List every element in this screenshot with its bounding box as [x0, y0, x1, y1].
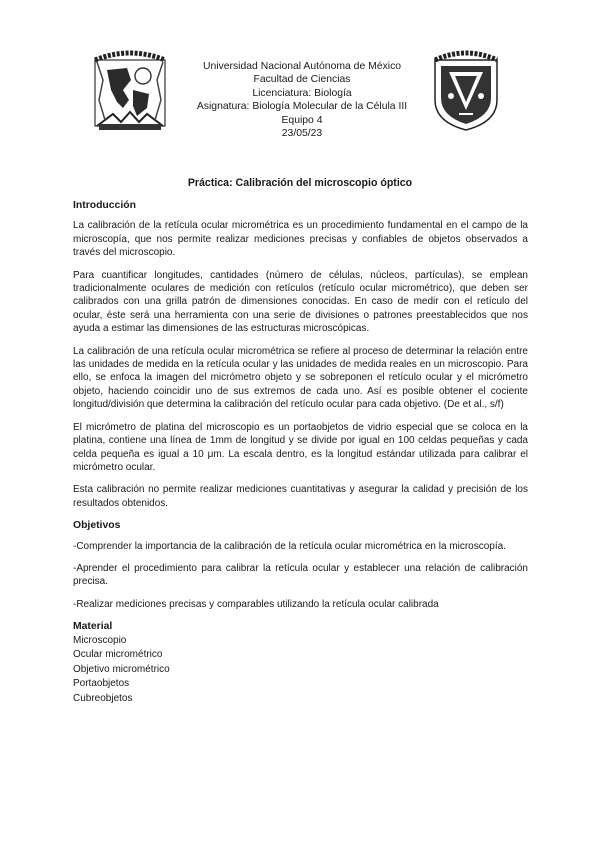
- paragraph: Esta calibración no permite realizar mediciones cuantitativas y asegurar la calidad y precisión de los resultados obtenidos.: [73, 484, 528, 509]
- material-item: Cubreobjetos: [73, 692, 133, 704]
- objective-item: -Aprender el procedimiento para calibrar la retícula ocular y establecer una relación de calibración precisa.: [73, 562, 528, 588]
- university-name: Universidad Nacional Autónoma de México: [202, 61, 402, 72]
- document-title: Práctica: Calibración del microscopio óptico: [187, 177, 413, 189]
- faculty-seal-icon: [429, 48, 503, 132]
- paragraph: La calibración de una retícula ocular micrométrica se refiere al proceso de determinar la relación entre las unidades de medida en la retícula ocular y las unidades de medida reales en un microscopio. Para ello, se enfoca la imagen del micrómetro objeto y se sobreponen el retículo ocular y el micrómetro objeto, haciendo coincidir uno de sus extremos de cada uno. Así es posible obtener el cociente longitud/división que determina la calibración del retículo ocular para cada objetivo. (De et al., s/f): [73, 345, 528, 411]
- introduction-heading: Introducción: [73, 200, 136, 211]
- course-name: Asignatura: Biología Molecular de la Célula III: [196, 101, 408, 113]
- material-heading: Material: [73, 621, 113, 633]
- document-body: [73, 199, 528, 707]
- unam-seal-icon: [93, 50, 167, 134]
- material-item: Portaobjetos: [73, 678, 130, 690]
- team-name: Equipo 4: [281, 114, 323, 126]
- paragraph: Para cuantificar longitudes, cantidades (número de células, núcleos, partículas), se emplean tradicionalmente oculares de medición con retículos (retículo ocular micrométrico), que deben ser calibrados con una grilla patrón de dimensiones conocidas. En caso de medir con el retículo del ocular, éste será una herramienta con una serie de divisiones o patrones preestablecidos que nos ayuda a estimar las dimensiones de las estructuras microscópicas.: [73, 269, 528, 335]
- objectives-heading: Objetivos: [73, 520, 121, 532]
- document-date: 23/05/23: [281, 128, 323, 140]
- document-header: [170, 60, 434, 140]
- material-item: Microscopio: [73, 634, 127, 646]
- paragraph: El micrómetro de platina del microscopio es un portaobjetos de vidrio especial que se coloca en la platina, contiene una línea de 1mm de longitud y se divide por igual en 100 celdas pequeñas y cada celda pequeña es igual a 10 μm. La escala dentro, es la longitud estándar utilizada para calibrar el micrómetro ocular.: [73, 421, 528, 473]
- objective-item: -Comprender la importancia de la calibración de la retícula ocular micrométrica en la microscopía.: [73, 540, 506, 552]
- objective-item: -Realizar mediciones precisas y comparables utilizando la retícula ocular calibrada: [73, 598, 439, 610]
- faculty-name: Facultad de Ciencias: [253, 74, 351, 86]
- paragraph: La calibración de la retícula ocular micrométrica es un procedimiento fundamental en el campo de la microscopía, que nos permite realizar mediciones precisas y confiables de objetos observados a través del microscopio.: [73, 220, 528, 259]
- degree-name: Licenciatura: Biología: [252, 87, 352, 99]
- material-item: Ocular micrométrico: [73, 649, 163, 661]
- material-item: Objetivo micrométrico: [73, 663, 170, 675]
